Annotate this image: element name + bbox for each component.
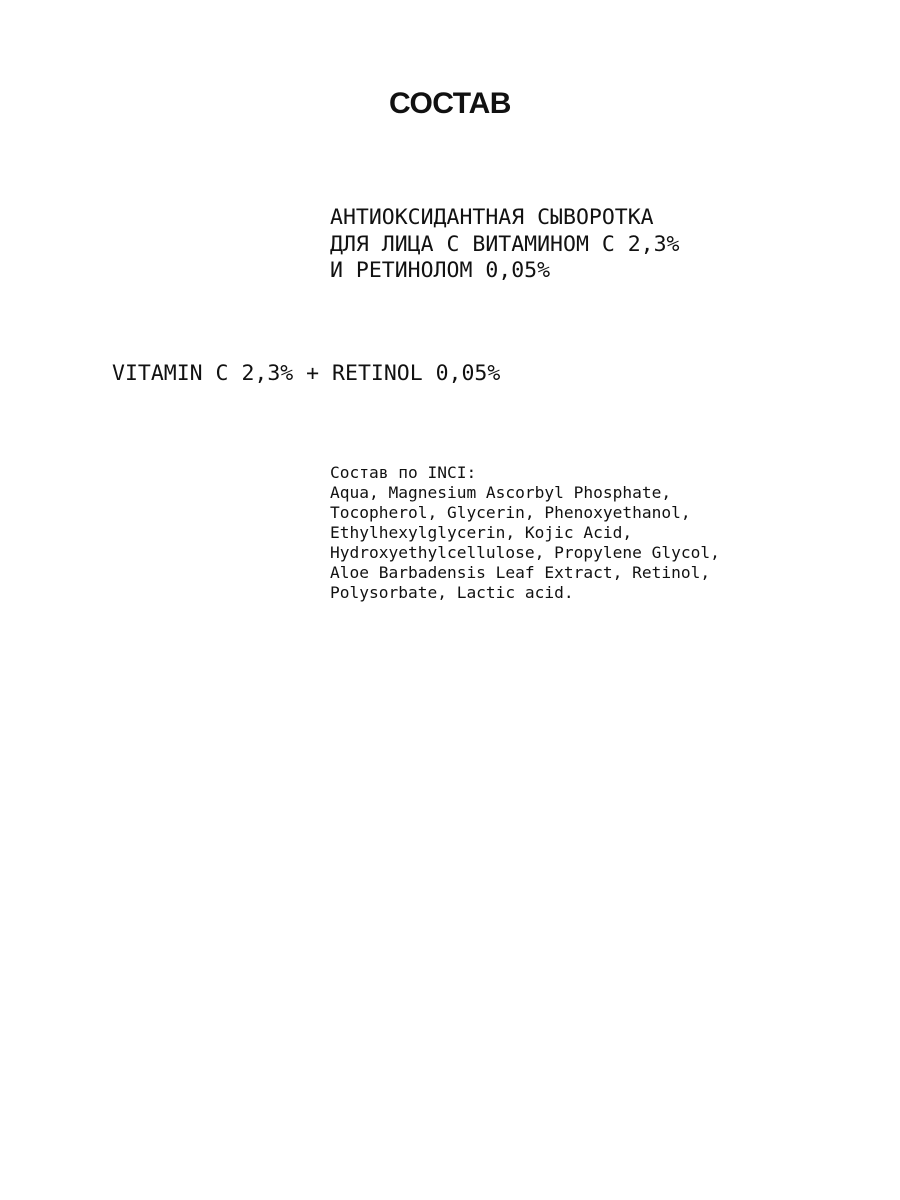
inci-line: Hydroxyethylcellulose, Propylene Glycol, bbox=[330, 543, 720, 562]
inci-composition bbox=[330, 463, 720, 603]
inci-line: Polysorbate, Lactic acid. bbox=[330, 583, 574, 602]
inci-line: Aloe Barbadensis Leaf Extract, Retinol, bbox=[330, 563, 711, 582]
product-name bbox=[330, 205, 680, 285]
page-title: СОСТАВ bbox=[389, 87, 511, 120]
product-name-line: ДЛЯ ЛИЦА С ВИТАМИНОМ С 2,3% bbox=[330, 231, 680, 257]
product-name-line: АНТИОКСИДАНТНАЯ СЫВОРОТКА bbox=[330, 205, 654, 230]
inci-line: Aqua, Magnesium Ascorbyl Phosphate, bbox=[330, 483, 672, 502]
product-name-line: И РЕТИНОЛОМ 0,05% bbox=[330, 258, 551, 283]
active-ingredients: VITAMIN C 2,3% + RETINOL 0,05% bbox=[112, 361, 501, 386]
inci-heading: Состав по INCI: bbox=[330, 463, 477, 482]
inci-line: Ethylhexylglycerin, Kojic Acid, bbox=[330, 523, 633, 542]
inci-line: Tocopherol, Glycerin, Phenoxyethanol, bbox=[330, 503, 691, 522]
